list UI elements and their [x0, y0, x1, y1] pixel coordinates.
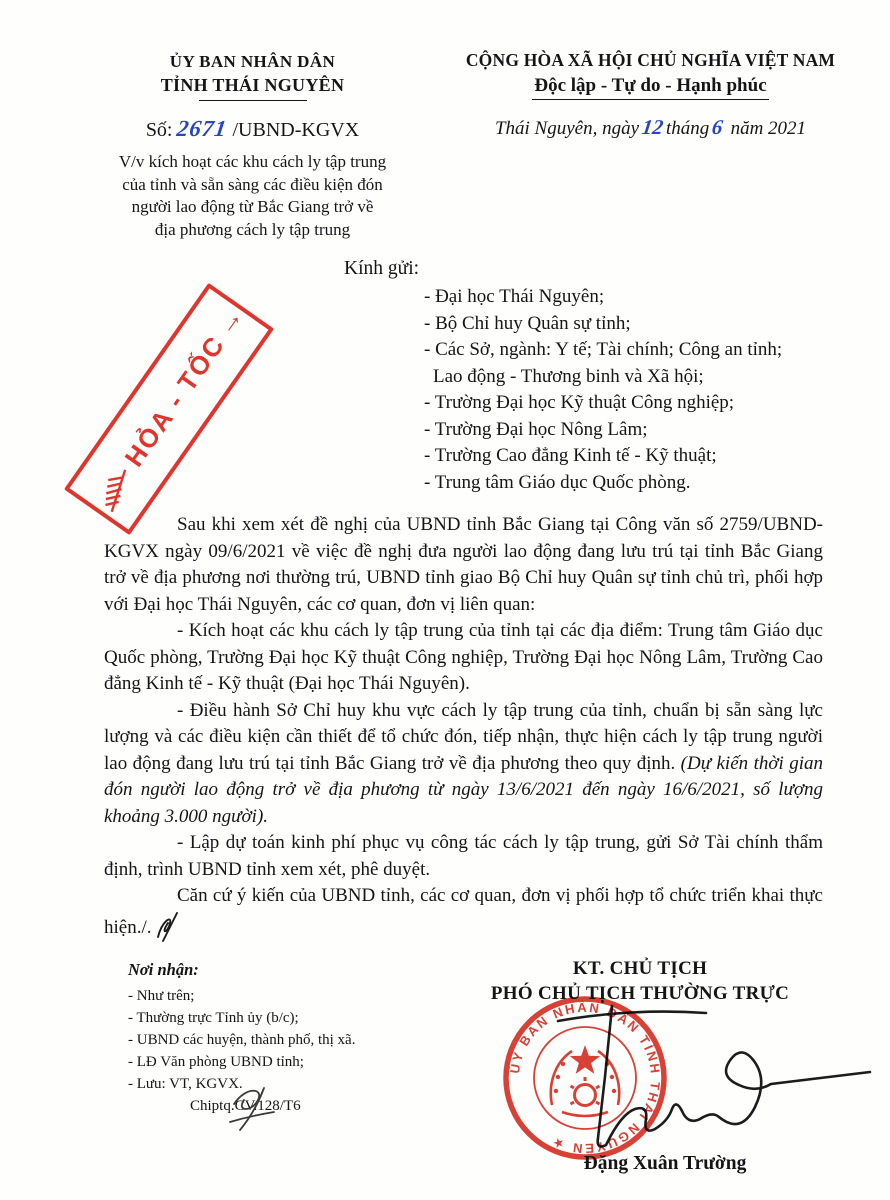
arrow-icon: → [210, 302, 249, 341]
handwritten-initial [154, 910, 180, 942]
handwritten-month: 6 [710, 115, 725, 139]
issuer-underline [199, 100, 307, 101]
fletched-arrow-icon [88, 461, 139, 516]
signature-stroke [505, 988, 885, 1163]
body-paragraph: - Kích hoạt các khu cách ly tập trung của tỉnh tại các địa điểm: Trung tâm Giáo dục Quốc phòng, Trường Đại học Kỹ thuật Công nghiệp, Trường Đại học Nông Lâm, Trường Cao đẳng Kinh tế - Kỹ thuật (Đại học Thái Nguyên). [104, 620, 823, 694]
italic-note: (Dự kiến thời gian đón người lao động trở về địa phương từ ngày 13/6/2021 đến ngày 16/6/2021, số lượng khoảng 3.000 người). [104, 752, 823, 827]
footer-item: - Lưu: VT, KGVX. [128, 1076, 243, 1092]
body-paragraph: Căn cứ ý kiến của UBND tỉnh, các cơ quan, đơn vị phối hợp tổ chức triển khai thực hiện./. [104, 883, 823, 942]
subject-line: của tỉnh và sẵn sàng các điều kiện đón [122, 174, 383, 194]
recipient-item: - Trường Đại học Kỹ thuật Công nghiệp; [424, 392, 735, 413]
salutation-label: Kính gửi: [344, 258, 420, 279]
subject-block [55, 151, 450, 241]
recipient-item-continuation: Lao động - Thương binh và Xã hội; [433, 365, 704, 387]
signer-position: KT. CHỦ TỊCH [572, 958, 708, 979]
recipient-item: - Các Sở, ngành: Y tế; Tài chính; Công an tỉnh; [424, 339, 783, 360]
doc-number-suffix: /UBND-KGVX [232, 119, 360, 141]
recipient-item: - Đại học Thái Nguyên; [424, 286, 605, 307]
ref-code: Chiptq.CV.128/T6 [190, 1098, 301, 1114]
letter-body [104, 512, 823, 942]
recipients-footer-label: Nơi nhận: [128, 960, 199, 979]
doc-number-handwritten: 2671 [174, 116, 229, 141]
recipient-item: - Trường Cao đẳng Kinh tế - Kỹ thuật; [424, 445, 717, 466]
seal-ring-text: ỦY BAN NHÂN DÂN TỈNH THÁI NGUYÊN ★ [506, 999, 664, 1157]
recipient-list [424, 284, 844, 496]
subject-line: V/v kích hoạt các khu cách ly tập trung [118, 152, 387, 171]
document-number [55, 116, 450, 142]
handwritten-initial [222, 1082, 286, 1134]
issuer-block [55, 52, 450, 241]
body-paragraph: - Lập dự toán kinh phí phục vụ công tác cách ly tập trung, gửi Sở Tài chính thẩm định, trình UBND tỉnh xem xét, phê duyệt. [104, 832, 823, 880]
body-paragraph: Sau khi xem xét đề nghị của UBND tỉnh Bắc Giang tại Công văn số 2759/UBND-KGVX ngày 09/6/2021 về việc đề nghị đưa người lao động đang lưu trú tại tỉnh Bắc Giang trở về địa phương nơi thường trú, UBND tỉnh giao Bộ Chỉ huy Quân sự tỉnh chủ trì, phối hợp với Đại học Thái Nguyên, các cơ quan, đơn vị liên quan: [104, 514, 823, 615]
recipient-item: - Trường Đại học Nông Lâm; [424, 418, 648, 440]
independence-motto: Độc lập - Tự do - Hạnh phúc [532, 75, 768, 100]
doc-number-prefix: Số: [145, 119, 173, 141]
recipient-item: - Bộ Chỉ huy Quân sự tỉnh; [424, 312, 631, 334]
footer-item: - Như trên; [128, 988, 195, 1004]
signer-name: Đặng Xuân Trường [583, 1153, 747, 1174]
national-motto: CỘNG HÒA XÃ HỘI CHỦ NGHĨA VIỆT NAM [465, 50, 836, 70]
body-paragraph: - Điều hành Sở Chỉ huy khu vực cách ly tập trung của tỉnh, chuẩn bị sẵn sàng lực lượng và các điều kiện cần thiết để tổ chức đón, tiếp nhận, thực hiện cách ly tập trung người lao động đang lưu trú tại tỉnh Bắc Giang trở về địa phương theo quy định. (Dự kiến thời gian đón người lao động trở về địa phương từ ngày 13/6/2021 đến ngày 16/6/2021, số lượng khoảng 3.000 người). [104, 699, 823, 827]
issuer-name: ỦY BAN NHÂN DÂN [169, 52, 336, 71]
national-header-block [438, 50, 863, 140]
subject-line: địa phương cách ly tập trung [154, 219, 351, 239]
recipient-item: - Trung tâm Giáo dục Quốc phòng. [424, 471, 691, 493]
footer-item: - UBND các huyện, thành phố, thị xã. [128, 1032, 356, 1048]
subject-line: người lao động từ Bắc Giang trở về [131, 197, 374, 216]
urgent-stamp-label: HỎA - TỐC [118, 329, 231, 472]
province-name: TỈNH THÁI NGUYÊN [160, 75, 345, 95]
place-dateline: Thái Nguyên, ngày12tháng6 năm 2021 [494, 115, 807, 139]
footer-item: - Thường trực Tỉnh ủy (b/c); [128, 1010, 299, 1026]
urgent-stamp [64, 283, 274, 535]
handwritten-day: 12 [640, 115, 665, 139]
signer-title: PHÓ CHỦ TỊCH THƯỜNG TRỰC [490, 983, 790, 1004]
footer-item: - LĐ Văn phòng UBND tỉnh; [128, 1054, 304, 1070]
